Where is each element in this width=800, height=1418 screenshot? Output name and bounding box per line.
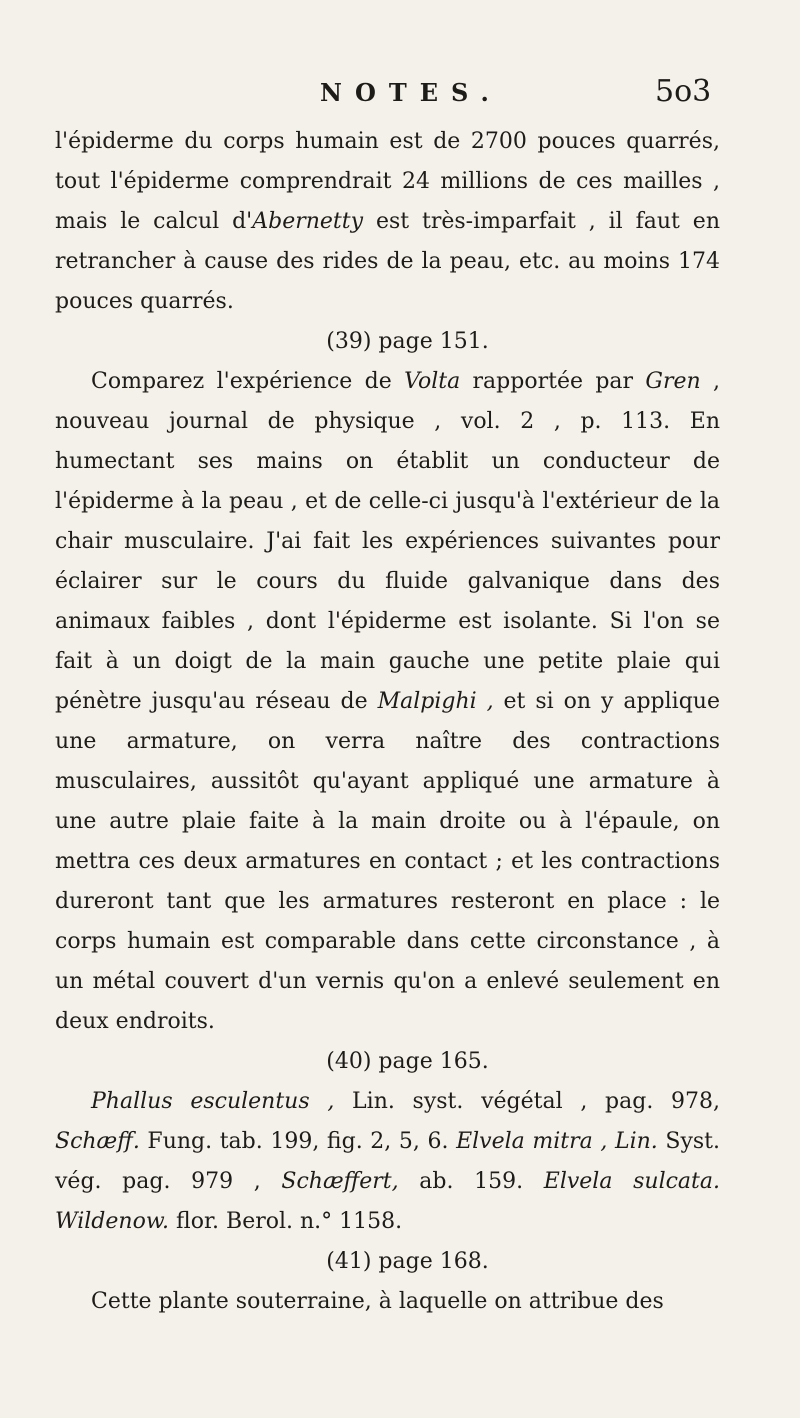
note-paragraph-39: Comparez l'expérience de Volta rapportée par Gren , nouveau journal de physique , vol. 2 , p. 113. En humectant ses mains on établit un conducteur de l'épiderme à la peau , et de celle-ci jusqu'à l'extérieur de la chair musculaire. J'ai fait les expériences suivantes pour éclairer sur le cours du fluide galvanique dans des animaux faibles , dont l'épiderme est isolante. Si l'on se fait à un doigt de la main gauche une petite plaie qui pénètre jusqu'au réseau de Malpighi , et si on y applique une armature, on verra naître des contractions musculaires, aussitôt qu'ayant appliqué une armature à une autre plaie faite à la main droite ou à l'épaule, on mettra ces deux armatures en contact ; et les contractions dureront tant que les armatures resteront en place : le corps humain est comparable dans cette circonstance , à un métal couvert d'un vernis qu'on a enlevé seulement en deux endroits. bbox=[55, 369, 721, 1034]
note-heading-39: (39) page 151. bbox=[326, 329, 489, 354]
running-title: NOTES. bbox=[320, 78, 502, 107]
note-heading-40: (40) page 165. bbox=[326, 1049, 489, 1074]
page-number: 5o3 bbox=[655, 74, 712, 109]
note-paragraph-41: Cette plante souterraine, à laquelle on attribue des bbox=[91, 1289, 664, 1314]
paragraph-continuation: l'épiderme du corps humain est de 2700 pouces quarrés, tout l'épiderme comprendrait 24 millions de ces mailles , mais le calcul d'Abernetty est très-imparfait , il faut en retrancher à cause des rides de la peau, etc. au moins 174 pouces quarrés. bbox=[55, 129, 720, 314]
note-heading-41: (41) page 168. bbox=[326, 1249, 489, 1274]
note-paragraph-40: Phallus esculentus , Lin. syst. végétal , pag. 978, Schæff. Fung. tab. 199, fig. 2, 5, 6. Elvela mitra , Lin. Syst. vég. pag. 979 , Schæffert, ab. 159. Elvela sulcata. Wildenow. flor. Berol. n.° 1158. bbox=[55, 1089, 720, 1234]
page-header bbox=[0, 74, 800, 118]
body-text bbox=[55, 122, 720, 1322]
